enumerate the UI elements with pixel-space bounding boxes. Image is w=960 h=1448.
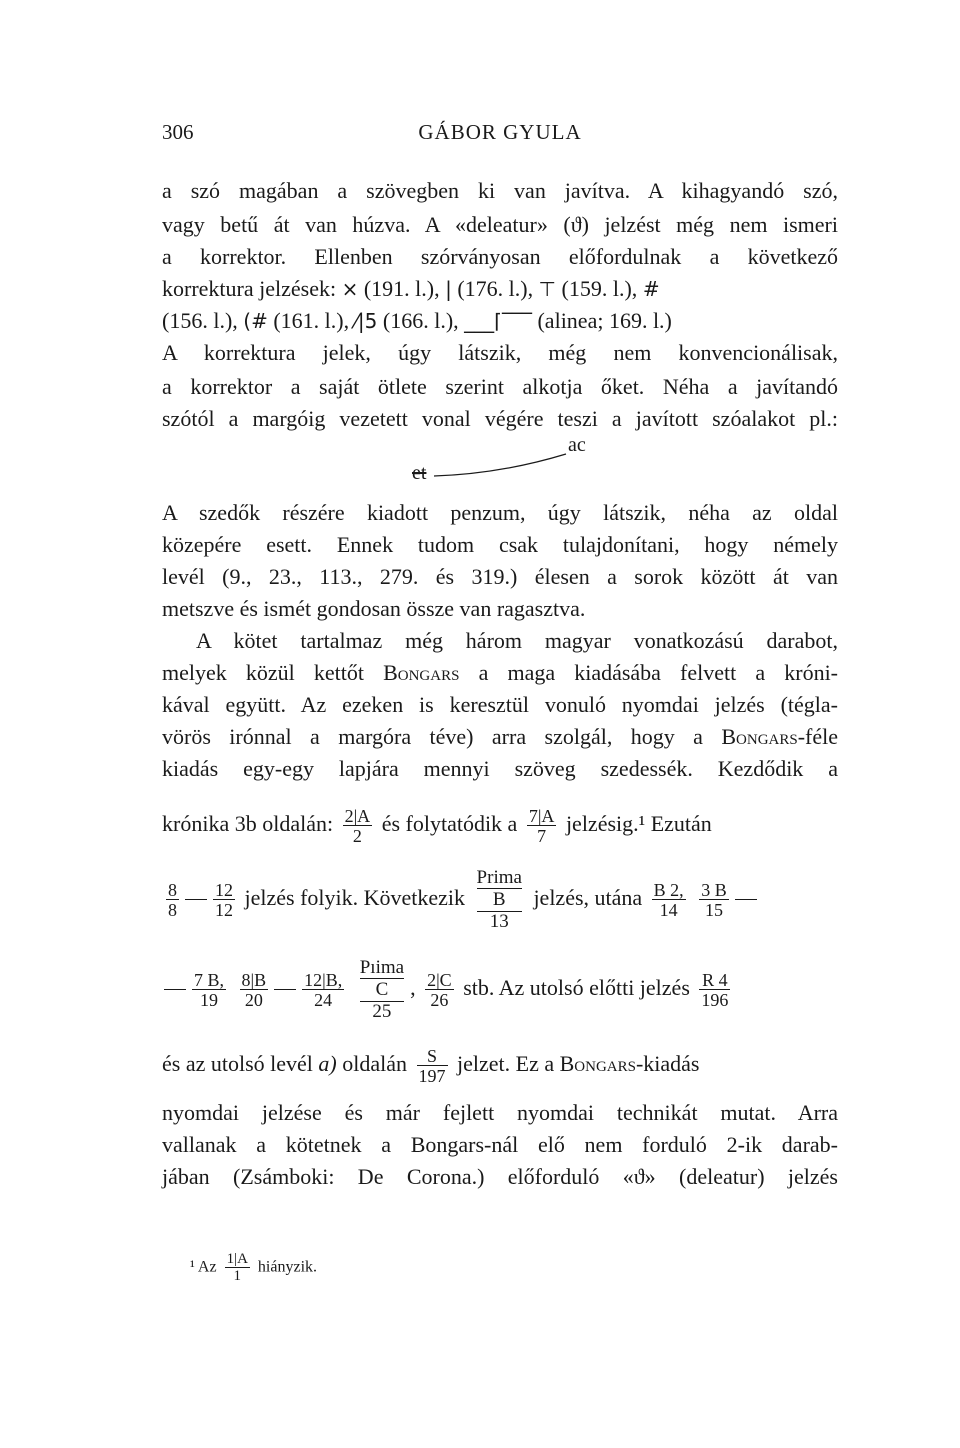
- text-line: metszve és ismét gondosan össze van ragasztva.: [162, 596, 586, 621]
- paren-hash-mark-icon: (#: [243, 309, 268, 333]
- signature-fraction: $\frac{3 B}{15}$: [701, 879, 727, 920]
- author-name: Bongars: [559, 1051, 636, 1076]
- text-line-signatures-intro: krónika 3b oldalán: $\frac{2|A}{2}$ és folytatódik a $\frac{7|A}{7}$ jelzésig.¹ Ezután: [162, 805, 712, 846]
- prima-signature: Prima B 13: [476, 867, 522, 932]
- signature-fraction: $\frac{R 4}{196}$: [701, 969, 729, 1010]
- alinea-mark-icon: ___⌈‾‾‾: [464, 309, 532, 333]
- signature-fraction: $\frac{7 B,}{19}$: [194, 969, 225, 1010]
- signature-fraction: $\frac{12|B,}{24}$: [304, 969, 343, 1010]
- correction-line-icon: [400, 430, 620, 490]
- page-number: 306: [162, 120, 194, 144]
- vertical-bar-mark-icon: |: [445, 277, 452, 301]
- running-title: GÁBOR GYULA: [418, 120, 582, 144]
- struck-word: et: [412, 462, 427, 484]
- text-line: szótól a margóig vezetett vonal végére teszi a javított szóalakot pl.:: [162, 406, 838, 431]
- signature-fraction: $\frac{2|C}{26}$: [427, 969, 452, 1010]
- signature-fraction: $\frac{2|A}{2}$: [344, 805, 371, 846]
- text-line: melyek közül kettőt Bongars a maga kiadásába felvett a króni-: [162, 660, 839, 685]
- slash-bar-mark-icon: ⁄|5: [354, 309, 378, 333]
- text-line: vagy betű át van húzva. A «deleatur» (ϑ) jelzést még nem ismeri: [162, 212, 838, 237]
- author-name: Bongars: [383, 660, 460, 685]
- tee-mark-icon: ⊤: [538, 277, 557, 301]
- text-line: levél (9., 23., 113., 279. és 319.) élesen a sorok között át van: [162, 564, 838, 589]
- text-line-proof-marks-1: korrektura jelzések: × (191. l.), | (176. l.), ⊤ (159. l.), #: [162, 274, 838, 304]
- text-line: vörös irónnal a margóra téve) arra szolgál, hogy a Bongars-féle: [162, 724, 839, 749]
- text-line: nyomdai jelzése és már fejlett nyomdai technikát mutat. Arra: [162, 1100, 838, 1125]
- text-line: vallanak a kötetnek a Bongars-nál elő nem forduló 2-ik darab-: [162, 1132, 838, 1157]
- correction-example: [400, 430, 620, 490]
- signature-fraction: $\frac{8}{8}$: [168, 879, 177, 920]
- text-line-signatures-1: $\frac{8}{8}$ $\frac{12}{12}$ jelzés folyik. Következik Prima B 13 jelzés, utána $\frac{B 2,}{14}$ $\frac{3 B}{15}$: [162, 858, 838, 938]
- hash-mark-icon: #: [642, 277, 660, 301]
- signature-fraction: $\frac{8|B}{20}$: [241, 969, 267, 1010]
- text-line: kával együtt. Az ezeken is keresztül vonuló nyomdai jelzés (tégla-: [162, 692, 838, 717]
- replacement-word: ac: [568, 434, 586, 456]
- text-line: a korrektor. Ellenben szórványosan előfordulnak a következő: [162, 244, 838, 269]
- footnote: ¹ Az $\frac{1|A}{1}$ hiányzik.: [190, 1251, 318, 1284]
- text-line: A szedők részére kiadott penzum, úgy látszik, néha az oldal: [162, 500, 838, 525]
- text-line: kiadás egy-egy lapjára mennyi szöveg szedessék. Kezdődik a: [162, 756, 838, 781]
- cross-mark-icon: ×: [341, 277, 359, 301]
- prima-signature: Pıima C 25: [359, 957, 405, 1022]
- signature-fraction: $\frac{7|A}{7}$: [528, 805, 555, 846]
- text-line-proof-marks-2: (156. l.), (# (161. l.), ⁄|5 (166. l.), ___⌈‾‾‾ (alinea; 169. l.): [162, 306, 838, 336]
- text-line-signatures-2: $\frac{7 B,}{19}$ $\frac{8|B}{20}$ $\frac{12|B,}{24}$ Pıima C 25 , $\frac{2|C}{26}$ stb. Az utolsó előtti jelzés $\frac{R 4}{196}$: [162, 948, 838, 1028]
- signature-fraction: $\frac{S}{197}$: [418, 1045, 446, 1086]
- running-header: [162, 120, 838, 150]
- text-line: A kötet tartalmaz még három magyar vonatkozású darabot,: [196, 628, 838, 653]
- text-line: a szó magában a szövegben ki van javítva. A kihagyandó szó,: [162, 178, 838, 203]
- signature-fraction: $\frac{1|A}{1}$: [226, 1251, 248, 1284]
- text-line: közepére esett. Ennek tudom csak tulajdonítani, hogy némely: [162, 532, 838, 557]
- author-name: Bongars: [721, 724, 798, 749]
- text-line: a korrektor a saját ötlete szerint alkotja őket. Néha a javítandó: [162, 374, 838, 399]
- text-line: A korrektura jelek, úgy látszik, még nem konvencionálisak,: [162, 340, 838, 365]
- text-line-last-signature: és az utolsó levél a) oldalán $\frac{S}{197}$ jelzet. Ez a Bongars-kiadás: [162, 1045, 700, 1086]
- text-line: jában (Zsámboki: De Corona.) előforduló «ϑ» (deleatur) jelzés: [162, 1164, 838, 1189]
- signature-fraction: $\frac{12}{12}$: [215, 879, 233, 920]
- signature-fraction: $\frac{B 2,}{14}$: [653, 879, 684, 920]
